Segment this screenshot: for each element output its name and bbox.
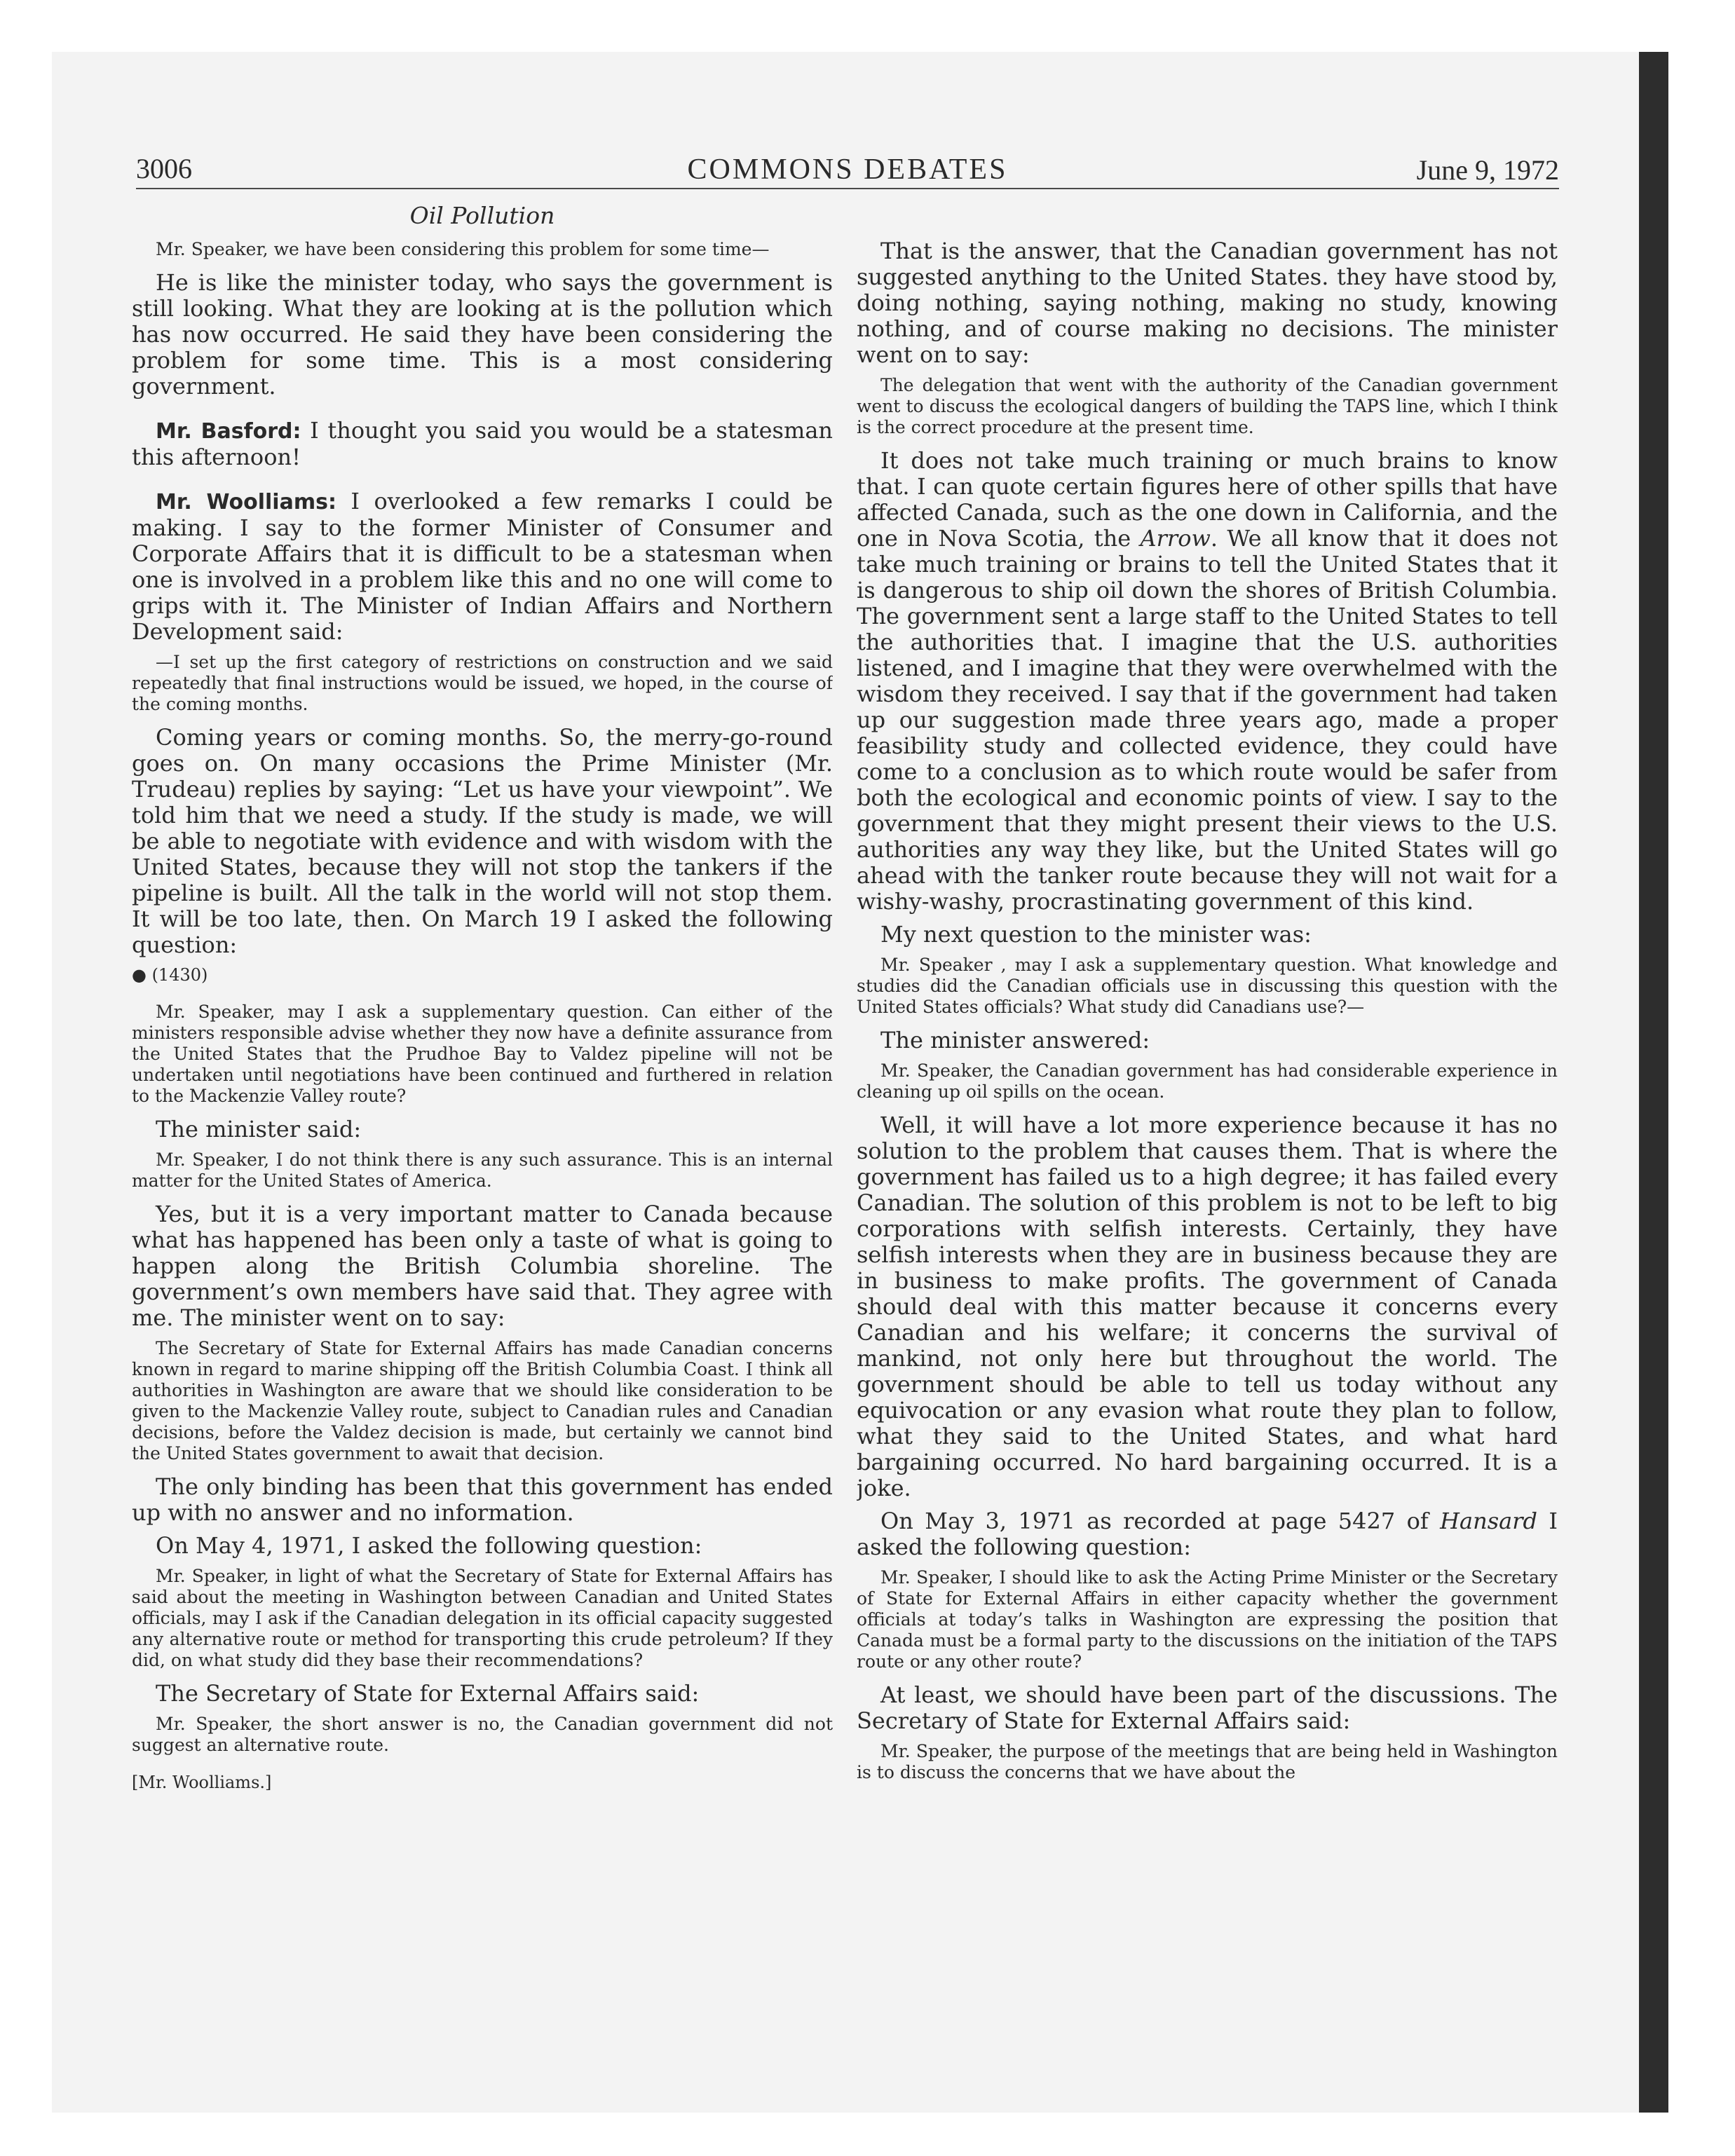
paragraph [132, 489, 833, 645]
section-title: Oil Pollution [409, 202, 555, 229]
paragraph: Well, it will have a lot more experience because it has no solution to the problem that causes them. That is where the government has failed us to a high degree; it has failed every Canadian. The solution of this problem is not to be left to big corporations with selfish interests. Certainly, they have selfish interests when they are in business because they are in business to make profits. The government of Canada should deal with this matter because it concerns every Canadian and his welfare; it concerns the survival of mankind, not only here but throughout the world. The government should be able to tell us today without any equivocation or any evasion what route they plan to follow, what they said to the United States, and what hard bargaining occurred. No hard bargaining occurred. It is a joke. [857, 1112, 1558, 1501]
quote: Mr. Speaker, I do not think there is any such assurance. This is an internal matter for the United States of America. [132, 1149, 833, 1191]
paragraph: He is like the minister today, who says the government is still looking. What they are looking at is the pollution which has now occurred. He said they have been considering the problem for some time. This is a most considering government. [132, 269, 833, 400]
quote: Mr. Speaker, in light of what the Secretary of State for External Affairs has said about the meeting in Washington between Canadian and United States officials, may I ask if the Canadian delegation in its official capacity suggested any alternative route or method for transporting this crude petroleum? If they did, on what study did they base their recommendations? [132, 1566, 833, 1670]
speaker-name: Mr. Woolliams: [156, 490, 336, 514]
paragraph: That is the answer, that the Canadian government has not suggested anything to the United States. they have stood by, doing nothing, saying nothing, making no study, knowing nothing, and of course making no decisions. The minister went on to say: [857, 238, 1558, 368]
text-run: I asked the following question: [857, 1508, 1558, 1560]
speaker-name: Mr. Basford: [156, 419, 301, 444]
text-run: On May 3, 1971 as recorded at page 5427 of [880, 1508, 1441, 1534]
quote: Mr. Speaker, we have been considering this problem for some time— [156, 239, 770, 259]
paragraph: My next question to the minister was: [880, 921, 1312, 948]
scan-edge [1639, 52, 1668, 2113]
speaker-footnote: [Mr. Woolliams.] [132, 1773, 272, 1792]
speech-text: I overlooked a few remarks I could be making. I say to the former Minister of Consumer and Corporate Affairs that it is difficult to be a statesman when one is involved in a problem like this and no one will come to grips with it. The Minister of Indian Affairs and Northern Development said: [132, 488, 833, 645]
paragraph: The only binding has been that this government has ended up with no answer and no information. [132, 1473, 833, 1526]
quote: Mr. Speaker, may I ask a supplementary question. Can either of the ministers responsible advise whether they now have a definite assurance from the United States that the Prudhoe Bay to Valdez pipeline will not be undertaken until negotiations have been continued and furthered in relation to the Mackenzie Valley route? [132, 1002, 833, 1106]
paragraph [857, 1508, 1558, 1560]
paragraph: The minister said: [156, 1116, 362, 1142]
ship-name: Arrow [1140, 525, 1211, 552]
quote: Mr. Speaker, the short answer is no, the Canadian government did not suggest an alternative route. [132, 1714, 833, 1755]
time-marker: ● (1430) [132, 965, 208, 985]
paragraph: Coming years or coming months. So, the merry-go-round goes on. On many occasions the Prime Minister (Mr. Trudeau) replies by saying: “Let us have your viewpoint”. We told him that we need a study. If the study is made, we will be able to negotiate with evidence and with wisdom with the United States, because they will not stop the tankers if the pipeline is built. All the talk in the world will not stop them. It will be too late, then. On March 19 I asked the following question: [132, 724, 833, 958]
page-header [136, 149, 1559, 189]
quote: The Secretary of State for External Affairs has made Canadian concerns known in regard to marine shipping off the British Columbia Coast. I think all authorities in Washington are aware that we should like consideration to be given to the Mackenzie Valley route, subject to Canadian rules and Canadian decisions, before the Valdez decision is made, but certainly we cannot bind the United States government to await that decision. [132, 1338, 833, 1464]
paragraph: On May 4, 1971, I asked the following question: [156, 1532, 702, 1559]
quote: Mr. Speaker, the Canadian government has had considerable experience in cleaning up oil spills on the ocean. [857, 1060, 1558, 1102]
paragraph: Yes, but it is a very important matter to Canada because what has happened has been only a taste of what is going to happen along the British Columbia shoreline. The government’s own members have said that. They agree with me. The minister went on to say: [132, 1201, 833, 1331]
paragraph [857, 448, 1558, 915]
quote: The delegation that went with the authority of the Canadian government went to discuss the ecological dangers of building the TAPS line, which I think is the correct procedure at the present time. [857, 375, 1558, 437]
paragraph [132, 418, 833, 470]
quote: Mr. Speaker, the purpose of the meetings that are being held in Washington is to discuss the concerns that we have about the [857, 1741, 1558, 1782]
speech-text: I thought you said you would be a statesman this afternoon! [132, 417, 833, 470]
page-number: 3006 [136, 153, 192, 184]
paragraph: At least, we should have been part of the discussions. The Secretary of State for External Affairs said: [857, 1681, 1558, 1734]
quote: Mr. Speaker, I should like to ask the Acting Prime Minister or the Secretary of State for External Affairs in either capacity whether the government officials at today’s talks in Washington are expressing the position that Canada must be a formal party to the discussions on the initiation of the TAPS route or any other route? [857, 1567, 1558, 1672]
quote: Mr. Speaker , may I ask a supplementary question. What knowledge and studies did the Canadian officials use in discussing this question with the United States officials? What study did Canadians use?— [857, 955, 1558, 1017]
quote: —I set up the first category of restrictions on construction and we said repeatedly that final instructions would be issued, we hoped, in the course of the coming months. [132, 652, 833, 714]
text-run: It does not take much training or much brains to know that. I can quote certain figures here of other spills that have affected Canada, such as the one down in California, and the one in Nova Scotia, the [857, 447, 1558, 552]
publication-title: COMMONS DEBATES [687, 153, 1008, 186]
publication-name: Hansard [1440, 1508, 1537, 1534]
paragraph: The Secretary of State for External Affairs said: [156, 1680, 700, 1707]
page-date: June 9, 1972 [1416, 154, 1559, 186]
left-column [132, 202, 833, 2059]
paragraph: The minister answered: [880, 1027, 1150, 1053]
right-column [857, 238, 1558, 2096]
text-run: . We all know that it does not take much training or brains to tell the United States that it is dangerous to ship oil down the shores of British Columbia. The government sent a large staff to the United States to tell the authorities that. I imagine that the U.S. authorities listened, and I imagine that they were overwhelmed with the wisdom they received. I say that if the government had taken up our suggestion made three years ago, made a proper feasibility study and collected evidence, they could have come to a conclusion as to which route would be safer from both the ecological and economic points of view. I say to the government that they might present their views to the U.S. authorities any way they like, but the United States will go ahead with the tanker route because they will not wait for a wishy-washy, procrastinating government of this kind. [857, 525, 1558, 915]
